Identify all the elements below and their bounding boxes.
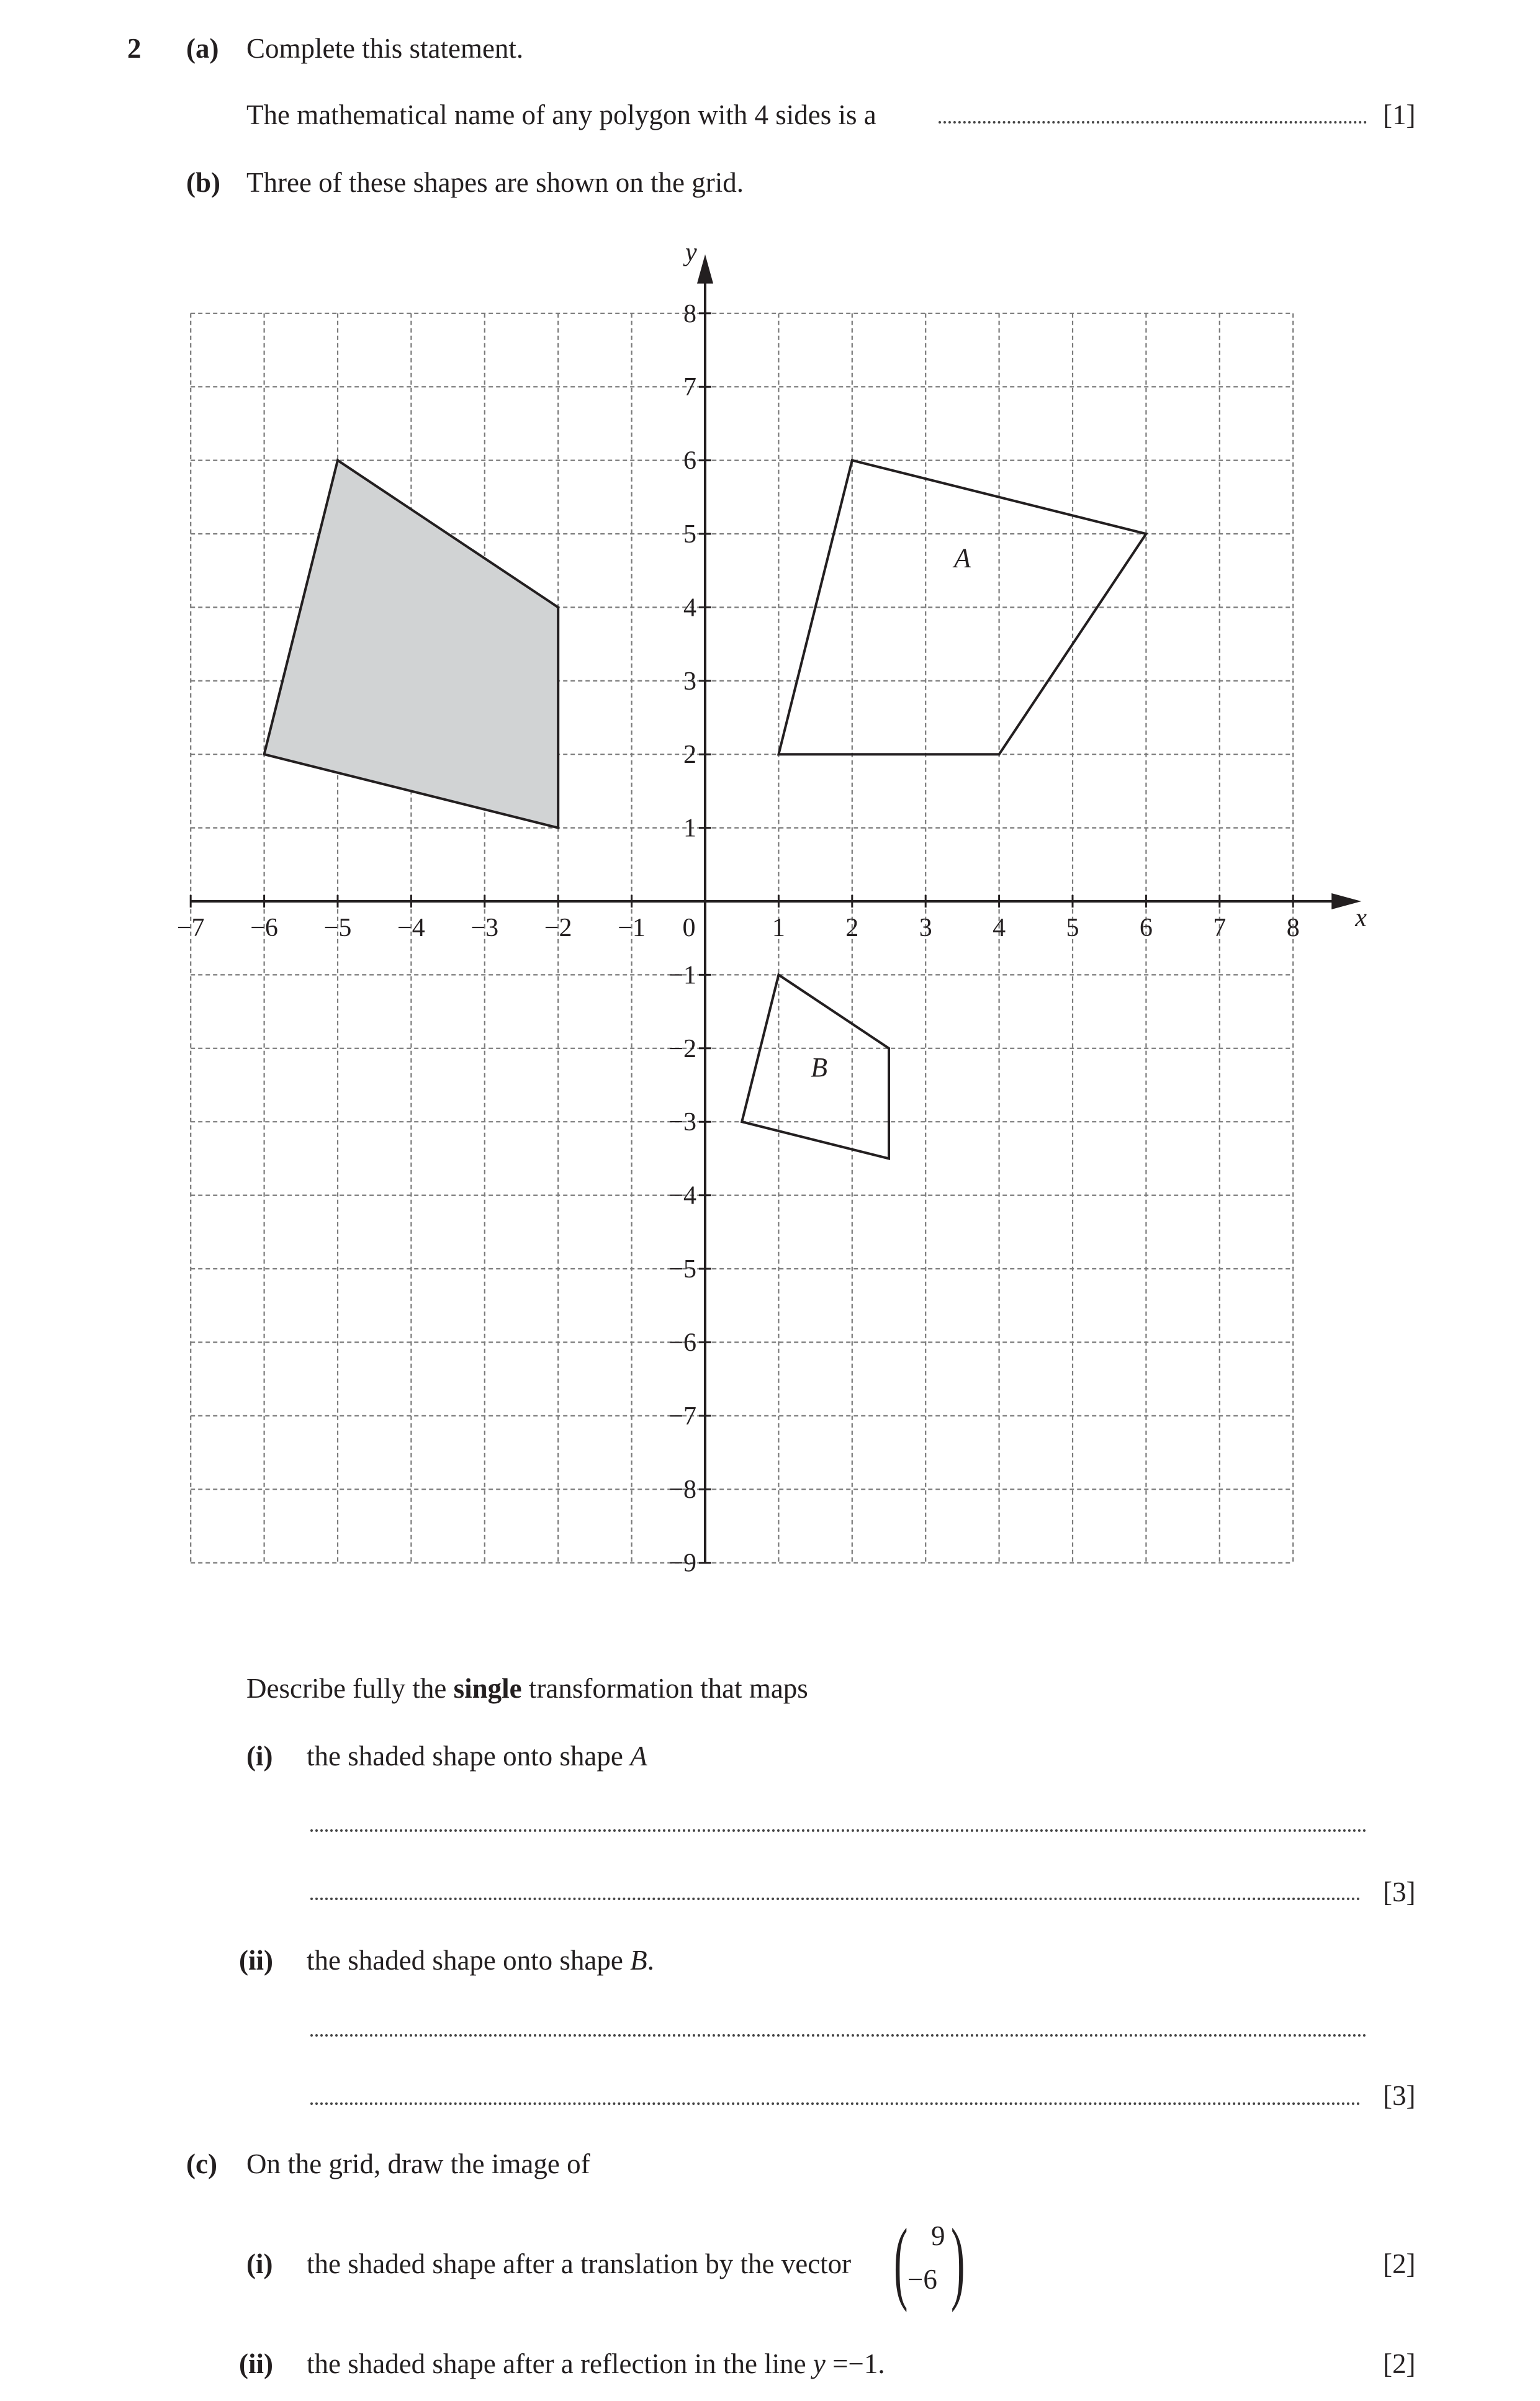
part-b-ii-answer-line-1[interactable]: [310, 2034, 1367, 2037]
y-tick-label: 8: [683, 299, 696, 328]
y-tick-label: −2: [669, 1034, 696, 1063]
part-c-i-marks: [2]: [1383, 2248, 1416, 2279]
y-tick-label: 7: [683, 373, 696, 402]
part-a-instruction: Complete this statement.: [246, 33, 524, 64]
part-c-ii-text: [307, 2350, 885, 2378]
part-b-ii-answer-line-2[interactable]: [310, 2102, 1361, 2105]
part-b-ii-text: [307, 1947, 654, 1975]
part-c-ii-eq-var: y: [813, 2348, 826, 2379]
part-b-i-text: [307, 1742, 647, 1770]
vector-top: 9: [931, 2220, 945, 2251]
x-tick-label: 7: [1213, 914, 1227, 942]
x-tick-label: 8: [1286, 914, 1300, 942]
vector-right-paren: ): [951, 2210, 965, 2313]
part-c-ii-marks: [2]: [1383, 2348, 1416, 2379]
y-tick-label: −3: [669, 1108, 696, 1137]
vector-bottom: −6: [907, 2264, 937, 2295]
x-tick-label: −6: [250, 914, 278, 942]
describe-pre: Describe fully the: [246, 1673, 454, 1704]
x-axis-label: x: [1355, 904, 1367, 932]
part-c-label: (c): [186, 2148, 217, 2179]
part-a-statement: The mathematical name of any polygon with 4 sides is a: [246, 99, 876, 130]
y-tick-label: 5: [683, 520, 696, 549]
part-c-i-label: (i): [246, 2248, 273, 2279]
shape-label-B: B: [811, 1052, 827, 1083]
part-b-i-label: (i): [246, 1741, 273, 1772]
shaded-shape: [264, 461, 559, 828]
part-c-ii-text-pre: the shaded shape after a reflection in the line: [307, 2348, 813, 2379]
x-tick-label: −3: [471, 914, 499, 942]
part-b-ii-text-pre: the shaded shape onto shape: [307, 1945, 631, 1976]
y-tick-label: −1: [669, 961, 696, 990]
x-tick-label: 0: [682, 914, 696, 942]
y-tick-label: 4: [683, 593, 696, 623]
part-b-i-text-pre: the shaded shape onto shape: [307, 1741, 631, 1772]
part-b-i-marks: [3]: [1383, 1876, 1416, 1908]
y-axis-arrow: [697, 255, 713, 284]
x-tick-label: 3: [919, 914, 932, 942]
part-b-i-answer-line-2[interactable]: [310, 1898, 1361, 1900]
y-tick-label: −7: [669, 1402, 696, 1431]
y-tick-label: −4: [669, 1181, 696, 1210]
part-b-ii-marks: [3]: [1383, 2080, 1416, 2111]
x-tick-label: −5: [323, 914, 352, 942]
part-a-label: (a): [186, 33, 219, 64]
x-tick-label: 2: [845, 914, 859, 942]
part-b-ii-text-post: .: [647, 1945, 654, 1976]
x-tick-label: −7: [176, 914, 205, 942]
part-b-describe: [246, 1675, 808, 1703]
part-b-label: (b): [186, 167, 220, 198]
part-b-ii-label: (ii): [239, 1945, 273, 1976]
x-tick-label: −1: [618, 914, 646, 942]
x-tick-label: −2: [544, 914, 572, 942]
part-c-intro: On the grid, draw the image of: [246, 2148, 590, 2179]
y-axis-label: y: [685, 238, 697, 267]
x-tick-label: 5: [1066, 914, 1079, 942]
y-tick-label: −5: [669, 1255, 696, 1284]
y-tick-label: 3: [683, 667, 696, 696]
part-b-intro: Three of these shapes are shown on the grid.: [246, 167, 744, 198]
axes: [191, 255, 1361, 1563]
x-tick-label: 6: [1139, 914, 1153, 942]
y-tick-label: 1: [683, 814, 696, 843]
vector-left-paren: (: [894, 2210, 908, 2313]
y-tick-label: 2: [683, 741, 696, 770]
part-c-i-text: the shaded shape after a translation by the vector: [307, 2248, 852, 2279]
describe-bold: single: [453, 1673, 522, 1704]
x-tick-label: 4: [993, 914, 1006, 942]
y-tick-label: 6: [683, 446, 696, 475]
y-tick-label: −8: [669, 1475, 696, 1505]
part-b-i-answer-line-1[interactable]: [310, 1829, 1367, 1832]
question-number: 2: [127, 33, 142, 64]
y-tick-label: −6: [669, 1328, 696, 1358]
x-tick-label: −4: [397, 914, 425, 942]
describe-post: transformation that maps: [521, 1673, 808, 1704]
y-tick-label: −9: [669, 1549, 696, 1578]
tick-labels: [177, 238, 1367, 1578]
part-c-ii-label: (ii): [239, 2348, 273, 2379]
part-b-ii-shape: B: [630, 1945, 647, 1976]
x-tick-label: 1: [772, 914, 785, 942]
shape-label-A: A: [953, 543, 971, 574]
part-c-ii-text-post: =−1.: [825, 2348, 885, 2379]
part-a-marks: [1]: [1383, 99, 1416, 130]
part-b-i-shape: A: [630, 1741, 647, 1772]
